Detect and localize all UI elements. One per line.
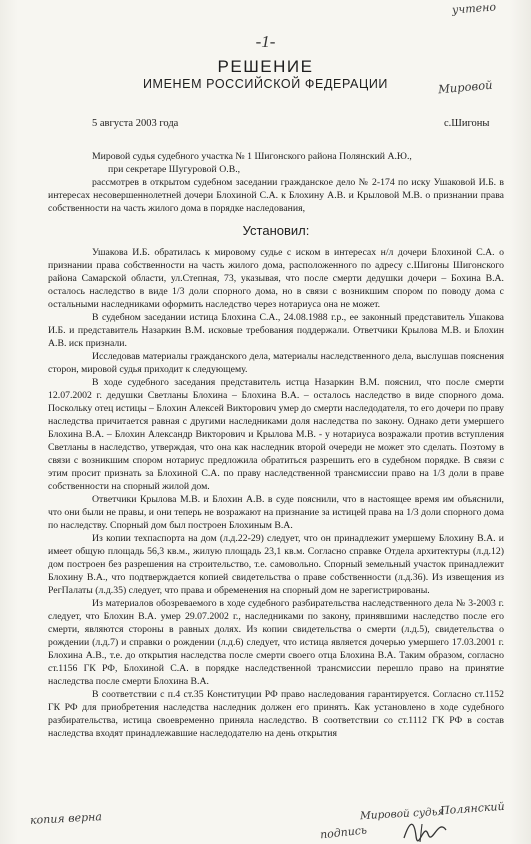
intro-case: рассмотрев в открытом судебном заседании гражданское дело № 2-174 по иску Ушаковой И.Б. в интересах несовершеннолетней дочери Блохиной С.А. к Блохину А.В. и Крыловой М.В. о признании права собственности на часть жилого дома в порядке наследования, [48, 177, 504, 214]
paragraph: Из копии техпаспорта на дом (л.д.22-29) следует, что он принадлежит умершему Блохину В.А. и имеет общую площадь 56,3 кв.м., жилую площадь 23,1 кв.м. Согласно справке Отдела архитектуры (л.д.12) дом построен без разрешения на строительство, т.е. самовольно. Спорный земельный участок принадлежит Блохину В.А., что подтверждается копией свидетельства о праве собственности (л.д.36). Из извещения из РегПалаты (л.д.35) следует, что права и обременения на спорный дом не зарегистрированы. [48, 533, 504, 596]
handwritten-note-bottom-right: Мировой судья [359, 805, 445, 823]
signature-scribble-icon [400, 816, 450, 844]
paragraph: В судебном заседании истица Блохина С.А., 24.08.1988 г.р., ее законный представитель Ушакова И.Б. и представитель Назаркин В.М. исковые требования поддержали. Ответчики Крылова М.В. и Блохин А.В. иск признали. [48, 312, 504, 349]
paragraph: Ушакова И.Б. обратилась к мировому судье с иском в интересах н/л дочери Блохиной С.А. о признании права собственности на часть жилого дома, расположенного по адресу с.Шигоны Шигонского района Самарской области, ул.Степная, 73, указывая, что после смерти дедушки дочери – Бохина В.А. осталось наследство в виде 1/3 доли спорного дома, но в связи с возникшим спором по поводу дома с остальными наследниками оформить наследство через нотариуса она не может. [48, 247, 504, 310]
document-subtitle: ИМЕНЕМ РОССИЙСКОЙ ФЕДЕРАЦИИ [142, 77, 389, 91]
bottom-handwriting [0, 800, 531, 844]
paragraph: Ответчики Крылова М.В. и Блохин А.В. в суде пояснили, что в настоящее время им объяснили, что они были не правы, и они теперь не возражают на признание за истицей права на 1/3 доли спорного дома по наследству. Спорный дом был построен Блохиным В.А. [48, 494, 504, 531]
handwritten-note-bottom-right-name: Полянский [439, 799, 506, 818]
intro-secretary: при секретаре Шугуровой О.В., [108, 164, 241, 175]
handwritten-note-top-2: Мировой [437, 77, 494, 97]
paragraph: Исследовав материалы гражданского дела, материалы наследственного дела, выслушав пояснения сторон, мировой судья приходит к следующему. [48, 351, 504, 375]
paragraph: В ходе судебного заседания представитель истца Назаркин В.М. пояснил, что после смерти 12.07.2002 г. дедушки Светланы Блохина – Блохина В.А. – осталось наследство в виде спорного дома. Поскольку отец истицы – Блохин Алексей Викторович умер до смерти наследодателя, то его дочери по праву наследства причитается равная с другими наследниками доля наследства по закону. Однако дети умершего Блохина В.А. – Блохин Александр Викторович и Крылова М.В. - у нотариуса возражали против вступления Светланы в наследство, утверждая, что она как наследник второй очереди не может это сделать. Поэтому в связи с возникшим спором нотариус предложила обратиться разрешить его в судебном порядке. В связи с этим просит признать за Блохиной С.А. по праву наследственной трансмиссии право на 1/3 доли в праве собственности на спорный жилой дом. [48, 377, 504, 492]
section-heading: Установил: [242, 223, 310, 238]
decision-place: с.Шигоны [444, 118, 490, 129]
paragraph: Из материалов обозреваемого в ходе судебного разбирательства наследственного дела № 3-2003 г. следует, что Блохин В.А. умер 29.07.2002 г., наследниками по закону, принявшими наследство после его смерти, являются стороны в равных долях. Из копии свидетельства о смерти (л.д.5), свидетельства о рождении (л.д.7) и справки о рождении (л.д.6) следует, что истица является дочерью умершего 17.03.2001 г. Блохина А.В., т.е. до открытия наследства после смерти своего отца Блохина В.А. Таким образом, согласно ст.1156 ГК РФ, Блохиной С.А. в порядке наследственной трансмиссии перешло право на принятие наследства после смерти Блохина В.А. [48, 598, 504, 687]
paragraph: В соответствии с п.4 ст.35 Конституции РФ право наследования гарантируется. Согласно ст.1152 ГК РФ для приобретения наследства наследник должен его принять. Как установлено в ходе судебного разбирательства, истица своевременно приняла наследство. В соответствии со ст.1112 ГК РФ в состав наследства входят принадлежавшие наследодателю на день открытия [48, 689, 504, 739]
handwritten-signature: подпись [319, 823, 368, 842]
document-title: РЕШЕНИЕ [217, 57, 314, 76]
intro-judge: Мировой судья судебного участка № 1 Шигонского района Полянский А.Ю., [92, 151, 412, 162]
decision-date: 5 августа 2003 года [92, 118, 179, 129]
decision-body [48, 150, 504, 740]
handwritten-note-top-1: учтено [451, 0, 497, 17]
page-number: -1- [255, 32, 276, 51]
handwritten-note-bottom-left: копия верна [29, 810, 103, 827]
